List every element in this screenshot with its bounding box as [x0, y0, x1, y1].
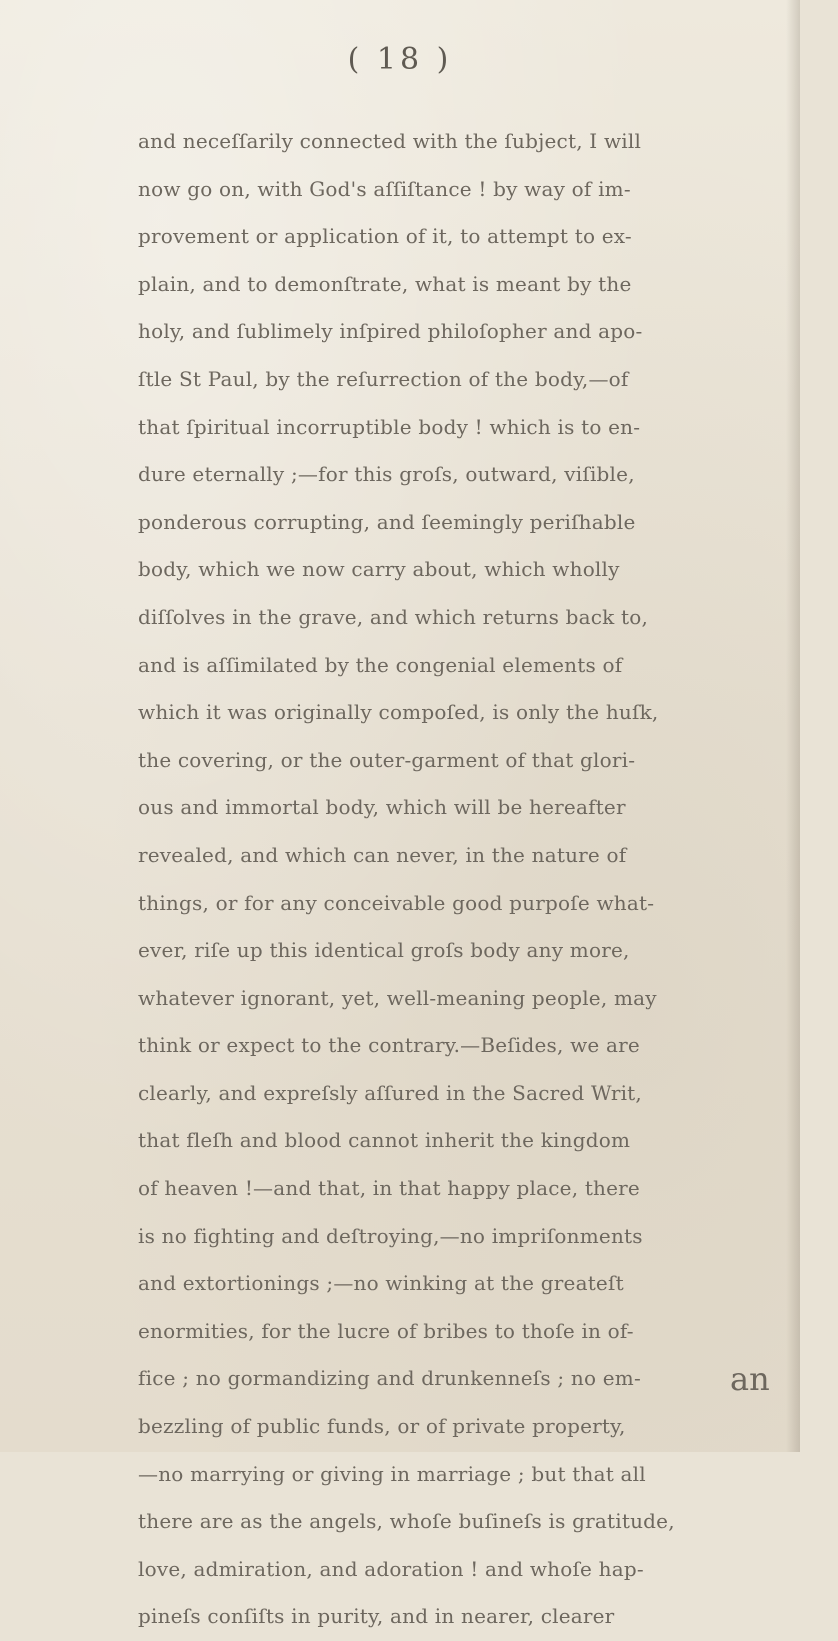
text-line: holy, and ſublimely inſpired philoſopher and apo-	[138, 319, 643, 344]
text-line: pineſs conſiſts in purity, and in nearer, clearer	[138, 1604, 615, 1629]
text-line: think or expect to the contrary.—Beſides, we are	[138, 1033, 640, 1058]
catchword: an	[730, 1360, 770, 1398]
text-line: that fleſh and blood cannot inherit the kingdom	[138, 1128, 631, 1153]
page-number: ( 18 )	[347, 42, 453, 77]
text-line: revealed, and which can never, in the nature of	[138, 842, 627, 867]
text-line: dure eternally ;—for this groſs, outward, viſible,	[138, 462, 635, 487]
text-line: —no marrying or giving in marriage ; but that all	[138, 1461, 646, 1486]
text-line: fice ; no gormandizing and drunkenneſs ; no em-	[138, 1366, 641, 1391]
text-line: bezzling of public funds, or of private property,	[138, 1414, 626, 1439]
text-line: that ſpiritual incorruptible body ! which is to en-	[138, 414, 641, 439]
text-line: ous and immortal body, which will be hereafter	[138, 795, 626, 820]
text-line: is no fighting and deſtroying,—no impriſonments	[138, 1223, 643, 1248]
text-line: body, which we now carry about, which wholly	[138, 557, 620, 582]
text-line: which it was originally compoſed, is only the huſk,	[138, 700, 659, 725]
text-line: and is aſſimilated by the congenial elements of	[138, 652, 623, 677]
text-line: of heaven !—and that, in that happy place, there	[138, 1176, 640, 1201]
text-line: ſtle St Paul, by the reſurrection of the body,—of	[138, 366, 629, 391]
text-line: ever, riſe up this identical groſs body any more,	[138, 938, 630, 963]
text-line: love, admiration, and adoration ! and whoſe hap-	[138, 1556, 644, 1581]
text-line: enormities, for the lucre of bribes to thoſe in of-	[138, 1318, 634, 1343]
text-line: whatever ignorant, yet, well-meaning people, may	[138, 985, 657, 1010]
text-line: clearly, and expreſsly aſſured in the Sacred Writ,	[138, 1080, 642, 1105]
text-line: ponderous corrupting, and ſeemingly periſhable	[138, 509, 636, 534]
text-line: diſſolves in the grave, and which returns back to,	[138, 604, 649, 629]
text-line: there are as the angels, whoſe buſineſs is gratitude,	[138, 1509, 675, 1534]
text-line: and extortionings ;—no winking at the greateſt	[138, 1271, 624, 1296]
text-line: plain, and to demonſtrate, what is meant by the	[138, 271, 632, 296]
text-line: provement or application of it, to attempt to ex-	[138, 224, 632, 249]
text-line: now go on, with God's aſſiſtance ! by way of im-	[138, 176, 631, 201]
text-line: and neceſſarily connected with the ſubject, I will	[138, 129, 642, 153]
text-line: the covering, or the outer-garment of that glori-	[138, 747, 636, 772]
body-text	[138, 118, 838, 1641]
text-line: things, or for any conceivable good purpoſe what-	[138, 890, 655, 915]
